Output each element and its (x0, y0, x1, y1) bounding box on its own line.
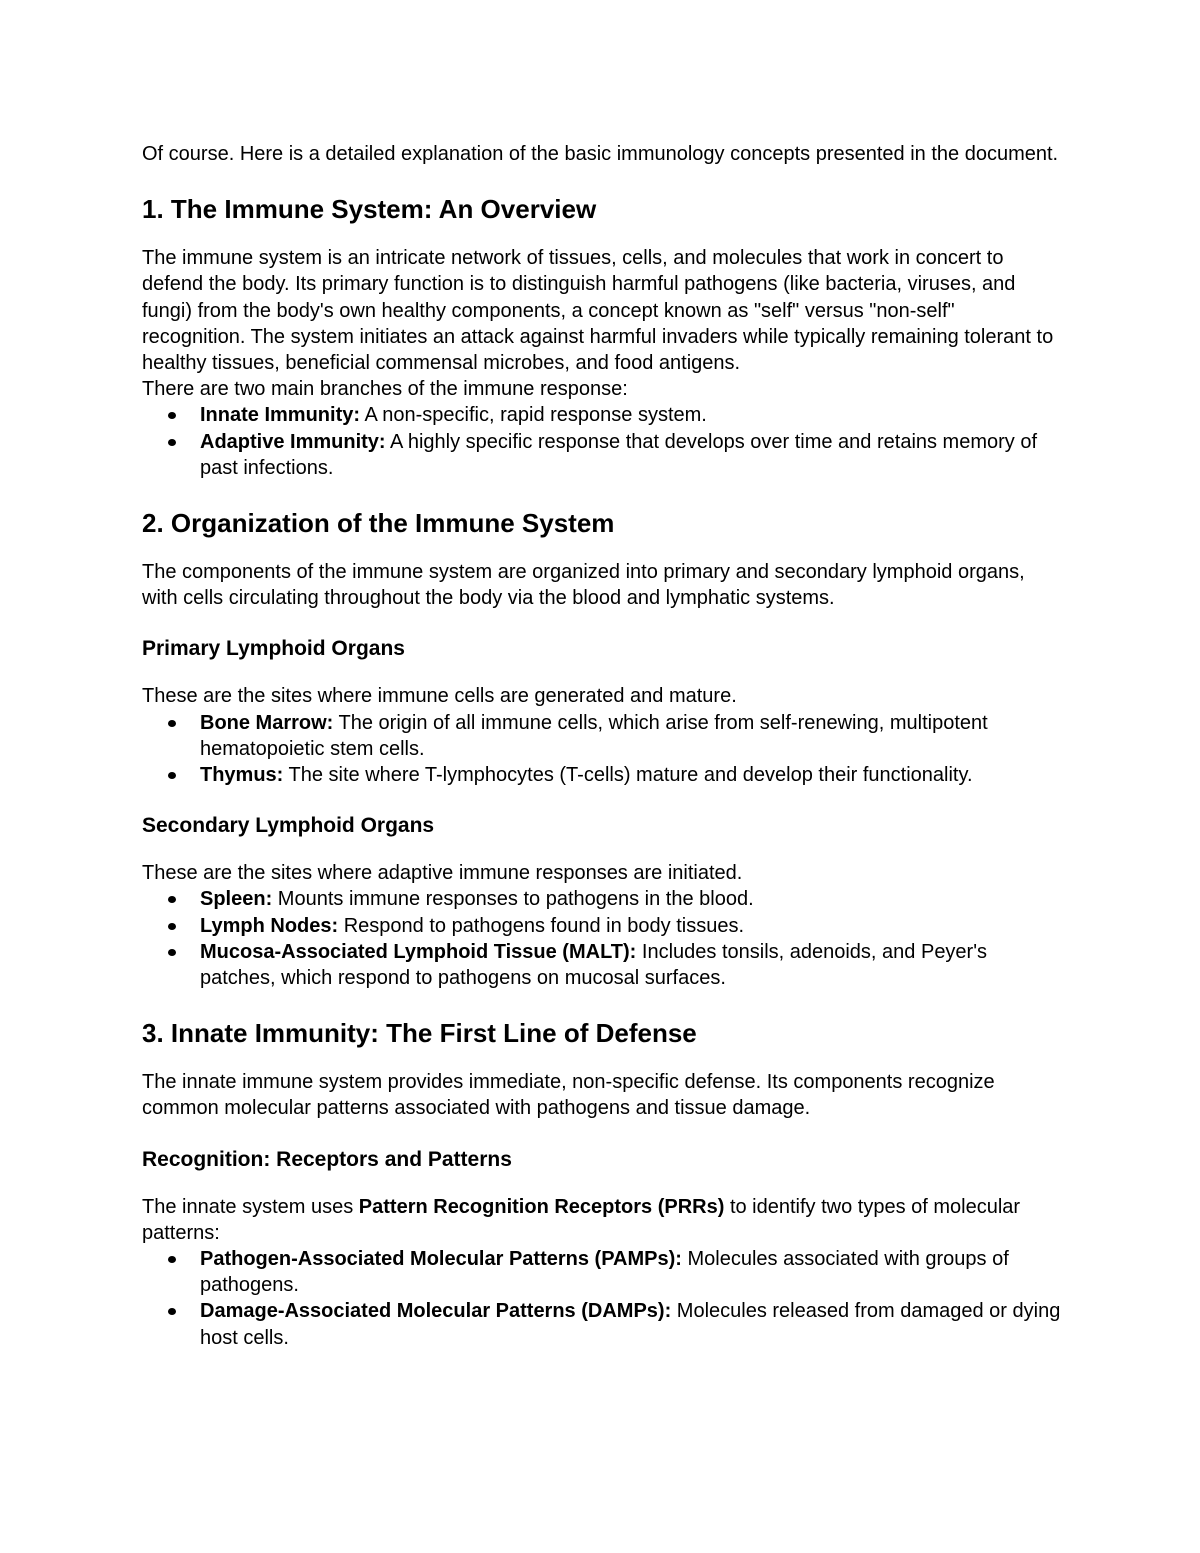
secondary-organs-lead: These are the sites where adaptive immune responses are initiated. (142, 862, 743, 885)
recognition-lead-end: to identify two types of molecular patterns: (142, 1195, 1021, 1244)
list-item-term: Damage-Associated Molecular Patterns (DAMPs): (200, 1300, 672, 1323)
list-item-term: Bone Marrow: (200, 711, 334, 734)
bullet-icon (168, 439, 176, 446)
intro-paragraph: Of course. Here is a detailed explanation of the basic immunology concepts presented in the document. (142, 143, 1059, 165)
list-item (142, 429, 1062, 481)
list-item-term: Adaptive Immunity: (200, 430, 386, 453)
list-item (142, 762, 1062, 788)
section-heading-innate: 3. Innate Immunity: The First Line of Defense (142, 1018, 697, 1049)
overview-lead: There are two main branches of the immune response: (142, 378, 628, 401)
subheading-primary-organs: Primary Lymphoid Organs (142, 637, 405, 661)
list-item-text: A non-specific, rapid response system. (360, 404, 707, 427)
list-item-term: Pathogen-Associated Molecular Patterns (PAMPs): (200, 1248, 682, 1271)
document-page (142, 141, 1062, 1351)
primary-organs-lead: These are the sites where immune cells are generated and mature. (142, 685, 737, 708)
list-item (142, 1298, 1062, 1350)
list-item-term: Innate Immunity: (200, 404, 361, 427)
molecular-patterns-list (142, 1246, 1062, 1351)
list-item (142, 1246, 1062, 1298)
section-heading-organization: 2. Organization of the Immune System (142, 508, 615, 539)
bullet-icon (168, 772, 176, 779)
bullet-icon (168, 923, 176, 930)
list-item-text: Mounts immune responses to pathogens in the blood. (272, 888, 754, 911)
list-item (142, 913, 1062, 939)
innate-paragraph: The innate immune system provides immediate, non-specific defense. Its components recognize common molecular patterns associated with pathogens and tissue damage. (142, 1071, 995, 1120)
list-item-text: A highly specific response that develops over time and retains memory of past infections. (200, 430, 1038, 479)
bullet-icon (168, 896, 176, 903)
subheading-recognition: Recognition: Receptors and Patterns (142, 1147, 512, 1171)
bullet-icon (168, 949, 176, 956)
list-item (142, 939, 1062, 991)
list-item-term: Spleen: (200, 888, 273, 911)
list-item-text: The site where T-lymphocytes (T-cells) mature and develop their functionality. (283, 764, 973, 787)
overview-paragraph: The immune system is an intricate network of tissues, cells, and molecules that work in concert to defend the body. Its primary function is to distinguish harmful pathogens (like bacteria, viruses, and fungi) from the body's own healthy components, a concept known as "self" versus "non-self" recognition. The system initiates an attack against harmful invaders while typically remaining tolerant to healthy tissues, beneficial commensal microbes, and food antigens. (142, 247, 1054, 375)
list-item (142, 710, 1062, 762)
section-heading-overview: 1. The Immune System: An Overview (142, 194, 597, 225)
bullet-icon (168, 1256, 176, 1263)
immunity-branches-list (142, 402, 1062, 481)
recognition-lead-term: Pattern Recognition Receptors (PRRs) (358, 1195, 725, 1218)
list-item-term: Mucosa-Associated Lymphoid Tissue (MALT): (200, 940, 637, 963)
list-item-text: Respond to pathogens found in body tissues. (338, 914, 744, 937)
primary-organs-list (142, 710, 1062, 789)
bullet-icon (168, 720, 176, 727)
list-item-term: Lymph Nodes: (200, 914, 339, 937)
list-item-text: The origin of all immune cells, which arise from self-renewing, multipotent hematopoietic stem cells. (200, 711, 988, 760)
subheading-secondary-organs: Secondary Lymphoid Organs (142, 814, 435, 838)
list-item-term: Thymus: (200, 764, 284, 787)
list-item (142, 402, 1062, 428)
list-item-text: Molecules released from damaged or dying host cells. (200, 1300, 1061, 1349)
list-item-text: Includes tonsils, adenoids, and Peyer's patches, which respond to pathogens on mucosal surfaces. (200, 940, 988, 990)
recognition-lead (142, 1194, 1062, 1246)
organization-paragraph: The components of the immune system are organized into primary and secondary lymphoid organs, with cells circulating throughout the body via the blood and lymphatic systems. (142, 561, 1025, 610)
secondary-organs-list (142, 886, 1062, 991)
list-item-text: Molecules associated with groups of pathogens. (200, 1248, 1009, 1297)
bullet-icon (168, 1308, 176, 1315)
bullet-icon (168, 412, 176, 419)
recognition-lead-start: The innate system uses (142, 1195, 359, 1218)
list-item (142, 886, 1062, 912)
